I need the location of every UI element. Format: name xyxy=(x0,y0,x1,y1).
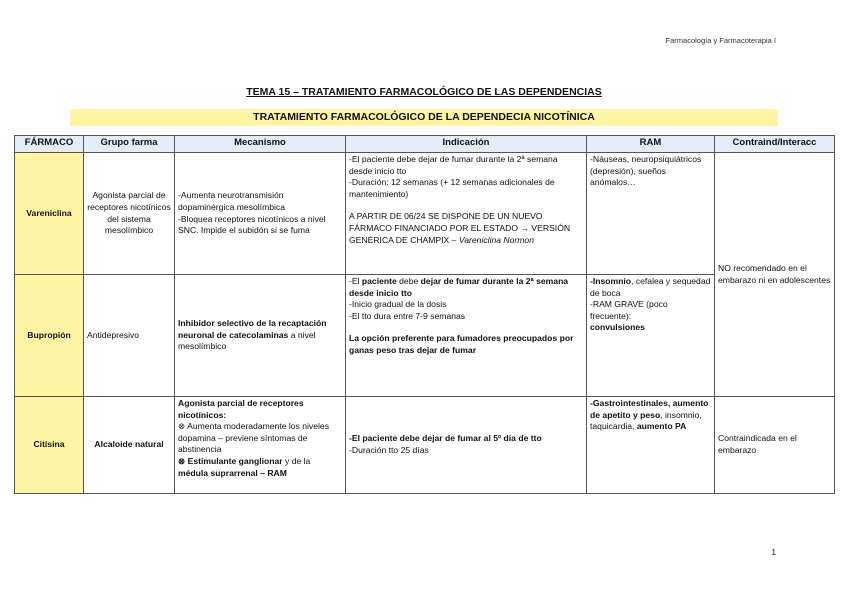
col-mecanismo: Mecanismo xyxy=(175,136,346,153)
indication-line: -El paciente debe dejar de fumar al 5º día de tto xyxy=(349,433,542,444)
mechanism-rest: a nivel mesolímbico xyxy=(178,329,316,352)
note-text: A PARTIR DE 06/24 SE DISPONE DE UN NUEVO FÁRMACO FINANCIADO POR EL ESTADO → VERSIÓN GENÉRICA DE CHAMPIX – xyxy=(349,211,571,245)
course-header: Farmacología y Farmacoterapia I xyxy=(665,36,776,45)
mechanism-line: ⊗ Aumenta moderadamente los niveles dopamina – previene síntomas de abstinencia xyxy=(178,421,329,455)
t: y de la xyxy=(282,455,311,466)
indication-line xyxy=(349,276,583,299)
drug-mechanism xyxy=(175,397,346,494)
indication-preference: La opción preferente para fumadores preocupados por ganas peso tras dejar de fumar xyxy=(349,333,574,355)
note-italic: Vareniclina Normon xyxy=(458,234,534,245)
drug-indication xyxy=(346,275,587,397)
indication-note xyxy=(349,211,583,246)
indication-line: -El tto dura entre 7-9 semanas xyxy=(349,310,466,321)
drug-name: Citisina xyxy=(15,397,84,494)
mechanism-line: -Aumenta neurotransmisión dopaminérgica mesolímbica xyxy=(178,190,285,212)
drug-ram xyxy=(587,397,715,494)
col-farmaco: FÁRMACO xyxy=(15,136,84,153)
col-contraind: Contraind/Interacc xyxy=(715,136,835,153)
page-title: TEMA 15 – TRATAMIENTO FARMACOLÓGICO DE LAS DEPENDENCIAS xyxy=(246,86,602,98)
section-subtitle: TRATAMIENTO FARMACOLÓGICO DE LA DEPENDECIA NICOTÍNICA xyxy=(70,109,778,126)
drug-mechanism xyxy=(175,275,346,397)
t: debe xyxy=(396,276,421,286)
indication-line: -El paciente debe dejar de fumar durante la 2ª semana desde inicio tto xyxy=(349,154,558,176)
table-row-bupropion xyxy=(15,275,835,397)
t: -Insomnio xyxy=(590,276,632,286)
t: médula suprarrenal – RAM xyxy=(178,467,287,478)
drug-contraind: Contraindicada en el embarazo xyxy=(715,397,835,494)
drug-table xyxy=(14,135,835,494)
indication-line: -Duración tto 25 días xyxy=(349,445,429,455)
ram-line: convulsiones xyxy=(590,322,645,333)
mechanism-line: Agonista parcial de receptores nicotínicos: xyxy=(178,398,304,420)
t: , insomnio, taquicardia, xyxy=(590,409,702,432)
table-header-row xyxy=(15,136,835,153)
drug-name: Vareniclina xyxy=(15,153,84,275)
indication-line: -Inicio gradual de la dosis xyxy=(349,299,447,310)
drug-group: Antidepresivo xyxy=(84,275,175,397)
col-grupo: Grupo farma xyxy=(84,136,175,153)
mechanism-line xyxy=(178,456,342,479)
table-row-citisina xyxy=(15,397,835,494)
t: dejar de fumar durante la 2ª semana desde inicio tto xyxy=(349,276,569,298)
col-ram: RAM xyxy=(587,136,715,153)
mechanism-line: -Bloquea receptores nicotínicos a nivel SNC. Impide el subidón si se fuma xyxy=(178,213,326,236)
t: paciente xyxy=(361,276,397,286)
col-indicacion: Indicación xyxy=(346,136,587,153)
ram-line: -RAM GRAVE (poco frecuente): xyxy=(590,299,668,321)
drug-indication xyxy=(346,397,587,494)
t: ⊗ Estimulante ganglionar xyxy=(178,455,283,466)
ram-line xyxy=(590,276,711,299)
page-number: 1 xyxy=(771,548,776,557)
t: aumento PA xyxy=(636,421,687,432)
t: -Gastrointestinales, aumento de apetito y peso xyxy=(590,398,709,420)
table-row-vareniclina xyxy=(15,153,835,275)
t: -El xyxy=(349,276,362,286)
drug-indication xyxy=(346,153,587,275)
drug-mechanism xyxy=(175,153,346,275)
drug-group: Alcaloide natural xyxy=(84,397,175,494)
drug-ram: -Náuseas, neuropsiquiátricos (depresión), sueños anómalos… xyxy=(587,153,715,275)
drug-name: Bupropión xyxy=(15,275,84,397)
t: , cefalea y sequedad de boca xyxy=(590,276,711,298)
indication-line: -Duración: 12 semanas (+ 12 semanas adicionales de mantenimiento) xyxy=(349,177,555,199)
drug-group: Agonista parcial de receptores nicotínicos del sistema mesolímbico xyxy=(84,153,175,275)
drug-contraind: NO recomendado en el embarazo ni en adolescentes xyxy=(715,153,835,397)
drug-ram xyxy=(587,275,715,397)
mechanism-bold: Inhibidor selectivo de la recaptación neuronal de catecolaminas xyxy=(178,318,327,340)
